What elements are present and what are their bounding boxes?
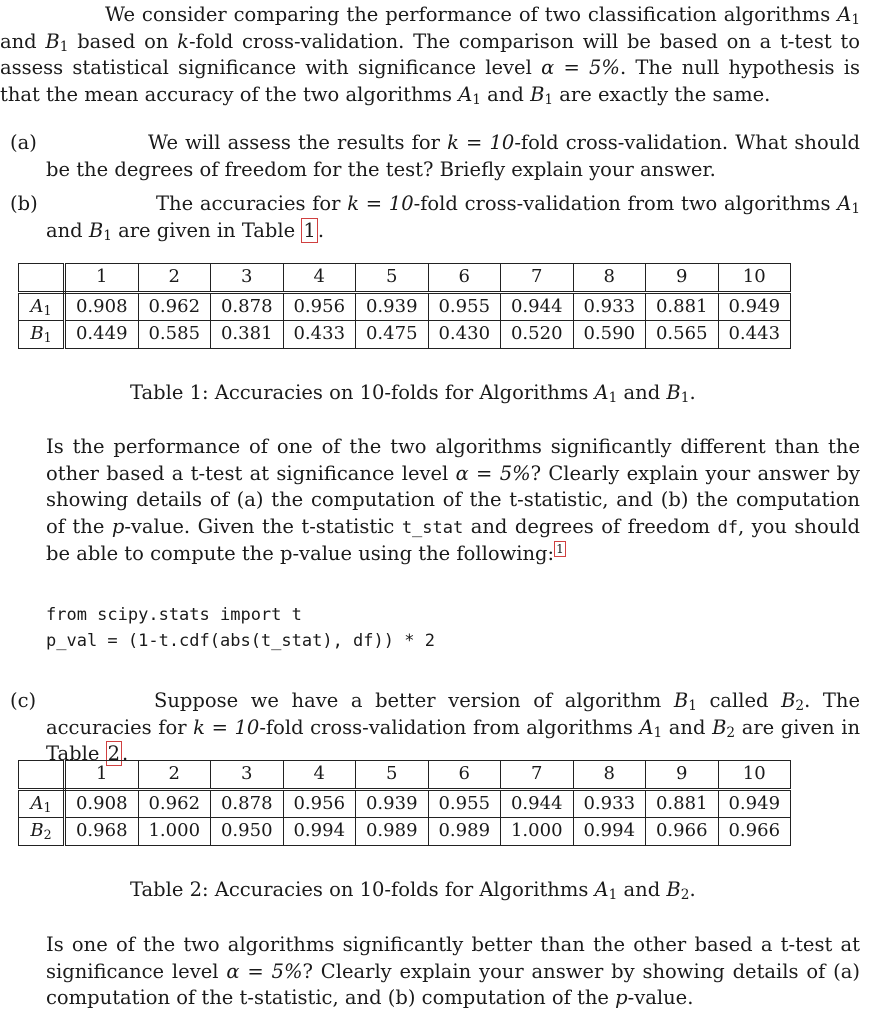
table-2-row-a1 <box>19 789 791 818</box>
table-cell: 1.000 <box>138 818 211 846</box>
part-a-text: We will assess the results for k = 10-fold cross-validation. What should be the degrees of freedom for the test? Briefly explain your answer. <box>46 131 861 181</box>
code-line-1: from scipy.stats import t <box>46 605 302 625</box>
table-2-header-cell: 3 <box>211 761 284 790</box>
table-1-header-cell: 3 <box>211 264 284 293</box>
code-block <box>46 602 435 654</box>
table-cell: 0.962 <box>138 789 211 818</box>
table-cell: 0.966 <box>646 818 719 846</box>
footnote-1-link[interactable]: 1 <box>556 542 564 556</box>
table-cell: 0.939 <box>356 292 429 321</box>
table-2-row-b2 <box>19 818 791 846</box>
table-cell: 0.966 <box>718 818 791 846</box>
table-2-header-cell: 4 <box>283 761 356 790</box>
table-cell: 0.955 <box>428 292 501 321</box>
row-label: $B_2$ <box>19 818 65 846</box>
table-cell: 0.933 <box>573 789 646 818</box>
table-cell: 0.449 <box>65 321 139 349</box>
table-1 <box>18 263 791 349</box>
table-1-header-cell: 6 <box>428 264 501 293</box>
table-cell: 0.443 <box>718 321 791 349</box>
table-cell: 0.968 <box>65 818 139 846</box>
table-cell: 0.520 <box>501 321 574 349</box>
table-1-corner-cell <box>19 264 65 293</box>
table-cell: 0.590 <box>573 321 646 349</box>
row-label: $A_1$ <box>19 292 65 321</box>
part-b-text: The accuracies for k = 10-fold cross-validation from two algorithms $A_1$ and $B_1$ are given in Table 1 . <box>46 192 860 244</box>
table-cell: 0.956 <box>283 292 356 321</box>
part-c-label: (c) <box>10 689 37 712</box>
part-c-text: Suppose we have a better version of algorithm $B_1$ called $B_2$. The accuracies for k = 10-fold cross-validation from algorithms $A_1$ and $B_2$ are given in Table 2 . <box>46 689 861 765</box>
table-1-header-row <box>19 264 791 293</box>
table-1-header-cell: 5 <box>356 264 429 293</box>
table-cell: 0.475 <box>356 321 429 349</box>
row-label: $A_1$ <box>19 789 65 818</box>
table-2-header-cell: 8 <box>573 761 646 790</box>
table-2-header-cell: 2 <box>138 761 211 790</box>
table-cell: 0.430 <box>428 321 501 349</box>
part-b-label: (b) <box>10 192 38 215</box>
table-2-corner-cell <box>19 761 65 790</box>
table-2-link[interactable]: 2 <box>107 742 120 765</box>
row-label: $B_1$ <box>19 321 65 349</box>
table-2 <box>18 760 791 846</box>
table-2-header-cell: 1 <box>65 761 139 790</box>
table-1-link[interactable]: 1 <box>303 218 316 242</box>
table-1-header-cell: 7 <box>501 264 574 293</box>
table-cell: 0.955 <box>428 789 501 818</box>
table-cell: 0.908 <box>65 292 139 321</box>
table-cell: 0.944 <box>501 789 574 818</box>
table-cell: 0.878 <box>211 789 284 818</box>
table-cell: 0.949 <box>718 789 791 818</box>
table-cell: 0.433 <box>283 321 356 349</box>
table-1-header-cell: 8 <box>573 264 646 293</box>
table-1-row-a1 <box>19 292 791 321</box>
table-1-row-b1 <box>19 321 791 349</box>
question-b-text: Is the performance of one of the two algorithms significantly different than the other based a t-test at significance level α = 5%? Clearly explain your answer by showing details of (a) the computation of the t-statistic, and (b) the computation of the p-value. Given the t-statistic t_stat and degrees of freedom df, you should be able to compute the p-value using the following: $^1$ <box>46 435 861 565</box>
table-1-header-cell: 9 <box>646 264 719 293</box>
table-cell: 0.565 <box>646 321 719 349</box>
table-cell: 0.956 <box>283 789 356 818</box>
table-cell: 0.381 <box>211 321 284 349</box>
table-2-header-cell: 9 <box>646 761 719 790</box>
table-2-caption: Table 2: Accuracies on 10-folds for Algorithms $A_1$ and $B_2$. <box>130 878 696 903</box>
table-2-header-row <box>19 761 791 790</box>
table-1-header-cell: 1 <box>65 264 139 293</box>
table-cell: 0.881 <box>646 789 719 818</box>
table-cell: 0.908 <box>65 789 139 818</box>
table-cell: 0.962 <box>138 292 211 321</box>
table-cell: 0.878 <box>211 292 284 321</box>
table-cell: 0.939 <box>356 789 429 818</box>
table-1-header-cell: 10 <box>718 264 791 293</box>
table-cell: 0.933 <box>573 292 646 321</box>
intro-paragraph: We consider comparing the performance of two classification algorithms $A_1$ and $B_1$ based on k-fold cross-validation. The comparison will be based on a t-test to assess statistical significance with significance level α = 5%. The null hypothesis is that the mean accuracy of the two algorithms $A_1$ and $B_1$ are exactly the same. <box>0 3 861 108</box>
table-2-header-cell: 6 <box>428 761 501 790</box>
table-cell: 0.949 <box>718 292 791 321</box>
table-1-caption: Table 1: Accuracies on 10-folds for Algorithms $A_1$ and $B_1$. <box>130 381 696 406</box>
table-cell: 0.989 <box>356 818 429 846</box>
table-cell: 0.585 <box>138 321 211 349</box>
table-cell: 0.881 <box>646 292 719 321</box>
table-1-header-cell: 4 <box>283 264 356 293</box>
table-2-header-cell: 5 <box>356 761 429 790</box>
table-cell: 0.989 <box>428 818 501 846</box>
table-cell: 1.000 <box>501 818 574 846</box>
question-c-text: Is one of the two algorithms significantly better than the other based a t-test at significance level α = 5%? Clearly explain your answer by showing details of (a) computation of the t-statistic, and (b) computation of the p-value. <box>46 933 861 1009</box>
table-2-header-cell: 7 <box>501 761 574 790</box>
table-cell: 0.944 <box>501 292 574 321</box>
part-a-label: (a) <box>10 131 37 154</box>
code-line-2: p_val = (1-t.cdf(abs(t_stat), df)) * 2 <box>46 631 435 651</box>
table-cell: 0.950 <box>211 818 284 846</box>
table-cell: 0.994 <box>573 818 646 846</box>
table-1-header-cell: 2 <box>138 264 211 293</box>
table-2-header-cell: 10 <box>718 761 791 790</box>
table-cell: 0.994 <box>283 818 356 846</box>
